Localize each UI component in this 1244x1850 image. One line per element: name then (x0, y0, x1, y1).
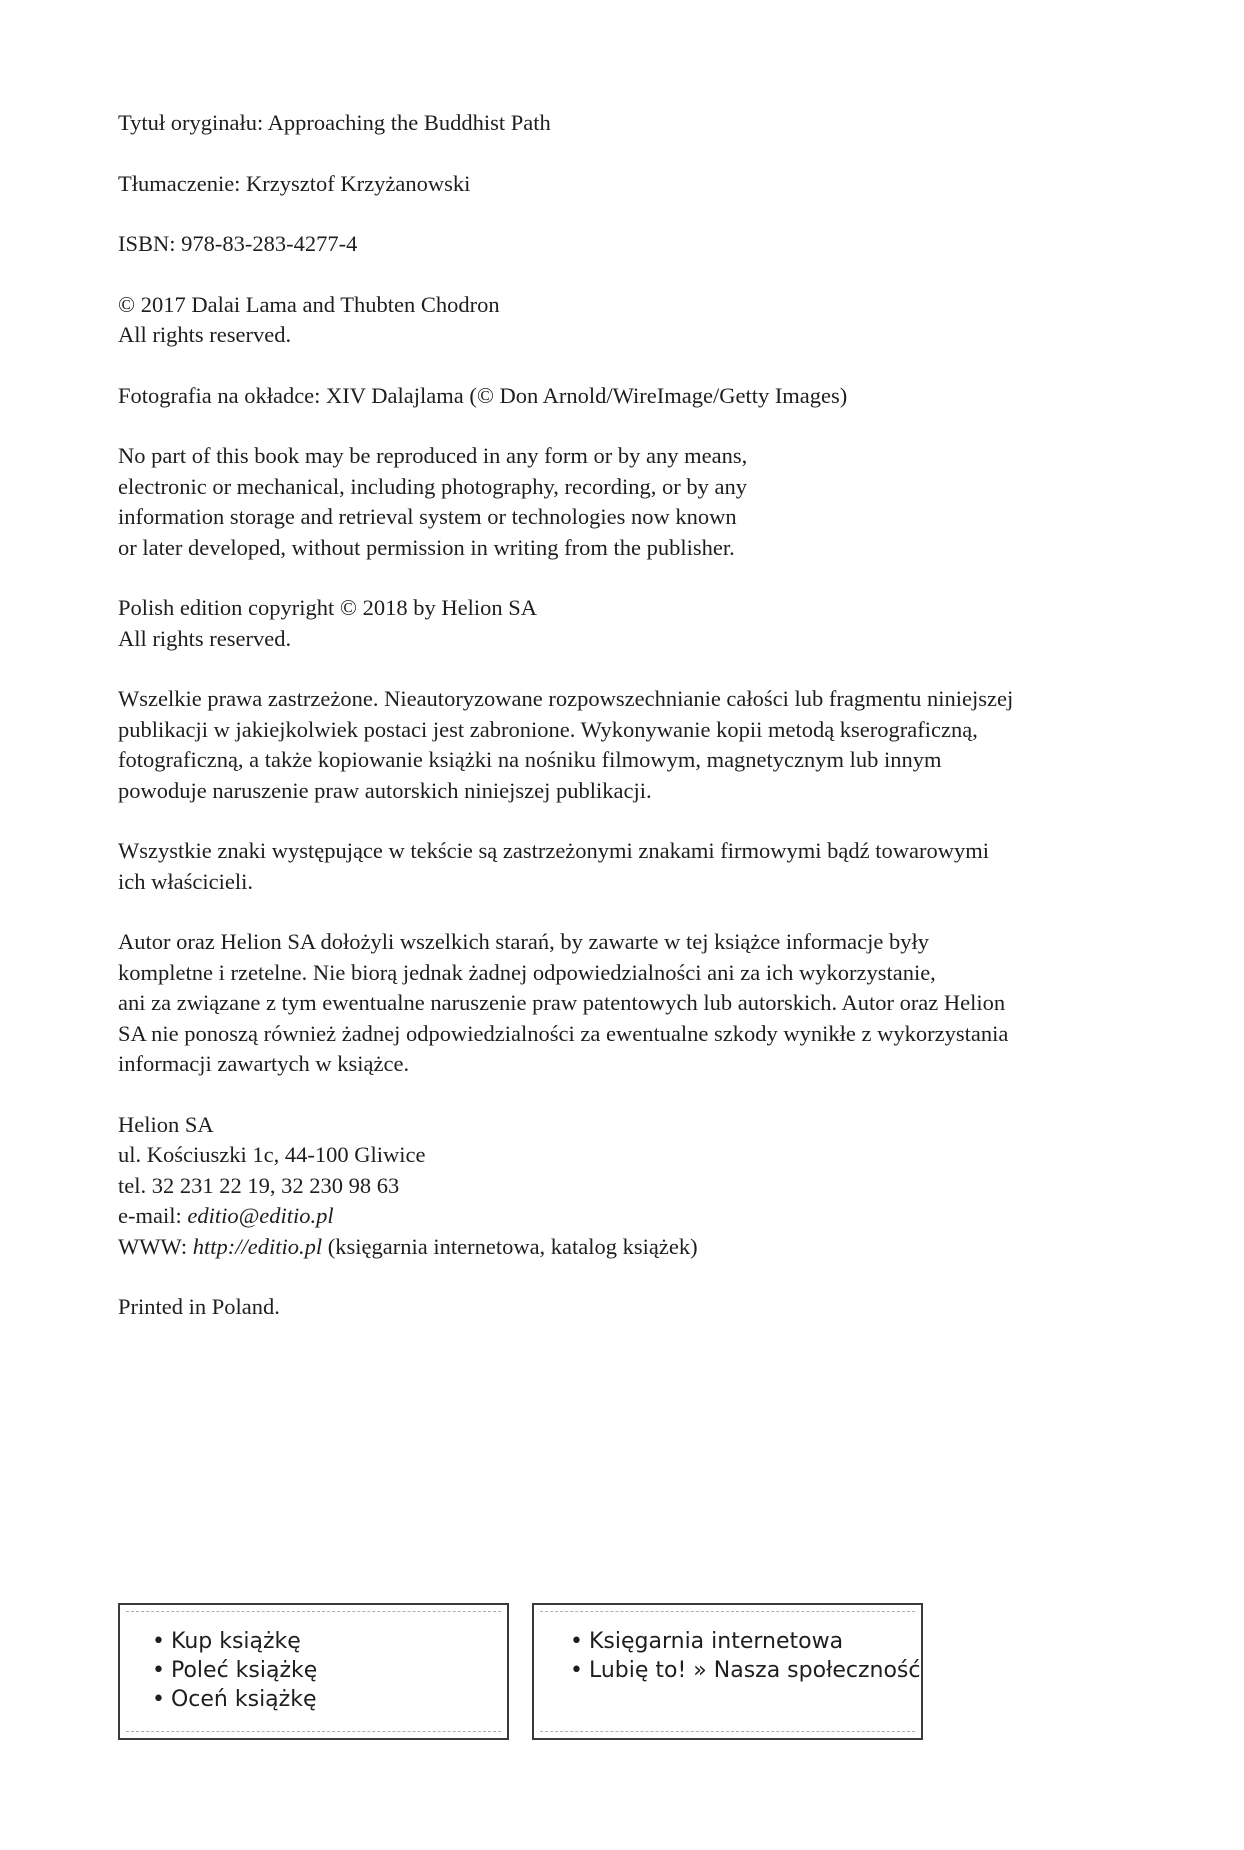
store-links-list (570, 1627, 920, 1685)
english-notice (118, 441, 1138, 563)
bullet-icon: • (152, 1629, 165, 1654)
disclaimer-line: ani za związane z tym ewentualne naruszenie praw patentowych lub autorskich. Autor oraz Helion (118, 990, 1006, 1015)
colophon-text (118, 108, 1138, 1353)
disclaimer-line: kompletne i rzetelne. Nie biorą jednak żadnej odpowiedzialności ani za ich wykorzystanie, (118, 959, 936, 985)
publisher-email-line (118, 1201, 1138, 1232)
bullet-icon: • (152, 1687, 165, 1712)
original-copyright (118, 290, 1138, 351)
buy-book-link[interactable] (152, 1627, 317, 1656)
rights-line: fotograficzną, a także kopiowanie książki na nośniku filmowym, magnetycznym lub innym (118, 747, 942, 772)
notice-line: electronic or mechanical, including photography, recording, or by any (118, 473, 747, 499)
disclaimer-line: Autor oraz Helion SA dołożyli wszelkich starań, by zawarte w tej książce informacje były (118, 929, 929, 954)
community-link[interactable] (570, 1656, 920, 1685)
rights-line: publikacji w jakiejkolwiek postaci jest zabronione. Wykonywanie kopii metodą kserograficzną, (118, 716, 978, 742)
publisher-address: ul. Kościuszki 1c, 44-100 Gliwice (118, 1142, 426, 1167)
copyright-line: All rights reserved. (118, 625, 292, 651)
bullet-icon: • (152, 1658, 165, 1683)
link-label: Oceń książkę (170, 1687, 317, 1712)
publisher-www-line (118, 1232, 1138, 1263)
online-bookstore-link[interactable] (570, 1627, 920, 1656)
publisher-name: Helion SA (118, 1111, 214, 1137)
copyright-line: © 2017 Dalai Lama and Thubten Chodron (118, 291, 500, 317)
email-label: e-mail: (118, 1203, 188, 1228)
book-actions-box (118, 1603, 509, 1740)
disclaimer-line: SA nie ponoszą również żadnej odpowiedzialności za ewentualne szkody wynikłe z wykorzystania (118, 1020, 1009, 1046)
notice-line: information storage and retrieval system or technologies now known (118, 504, 737, 529)
trademark-notice (118, 836, 1138, 897)
link-label: Lubię to! » Nasza społeczność (588, 1658, 921, 1683)
publisher-phone: tel. 32 231 22 19, 32 230 98 63 (118, 1172, 400, 1198)
publisher-info (118, 1110, 1138, 1263)
rights-line: Wszelkie prawa zastrzeżone. Nieautoryzowane rozpowszechnianie całości lub fragmentu niniejszej (118, 686, 1014, 711)
trademark-line: ich właścicieli. (118, 868, 253, 894)
rights-notice (118, 684, 1138, 806)
bullet-icon: • (570, 1629, 583, 1654)
disclaimer-line: informacji zawartych w książce. (118, 1051, 410, 1076)
www-label: WWW: (118, 1233, 193, 1259)
isbn: ISBN: 978-83-283-4277-4 (118, 231, 358, 256)
cover-photo-credit: Fotografia na okładce: XIV Dalajlama (© Don Arnold/WireImage/Getty Images) (118, 382, 848, 408)
notice-line: or later developed, without permission in writing from the publisher. (118, 534, 735, 560)
printed-in: Printed in Poland. (118, 1294, 280, 1319)
link-label: Kup książkę (170, 1629, 301, 1654)
email-link[interactable]: editio@editio.pl (187, 1203, 334, 1228)
www-suffix: (księgarnia internetowa, katalog książek) (322, 1233, 698, 1259)
polish-edition-copyright (118, 593, 1138, 654)
link-label: Księgarnia internetowa (588, 1629, 844, 1654)
copyright-line: All rights reserved. (118, 322, 292, 347)
book-actions-list (152, 1627, 317, 1714)
translator: Tłumaczenie: Krzysztof Krzyżanowski (118, 170, 471, 196)
disclaimer (118, 927, 1138, 1080)
rate-book-link[interactable] (152, 1685, 317, 1714)
copyright-line: Polish edition copyright © 2018 by Helion SA (118, 595, 537, 620)
trademark-line: Wszystkie znaki występujące w tekście są zastrzeżonymi znakami firmowymi bądź towarowymi (118, 838, 989, 863)
bullet-icon: • (570, 1658, 583, 1683)
store-links-box (532, 1603, 923, 1740)
link-label: Poleć książkę (170, 1658, 318, 1683)
notice-line: No part of this book may be reproduced in any form or by any means, (118, 443, 748, 468)
www-link[interactable]: http://editio.pl (192, 1233, 323, 1259)
recommend-book-link[interactable] (152, 1656, 317, 1685)
rights-line: powoduje naruszenie praw autorskich niniejszej publikacji. (118, 777, 652, 803)
original-title: Tytuł oryginału: Approaching the Buddhist Path (118, 110, 551, 135)
